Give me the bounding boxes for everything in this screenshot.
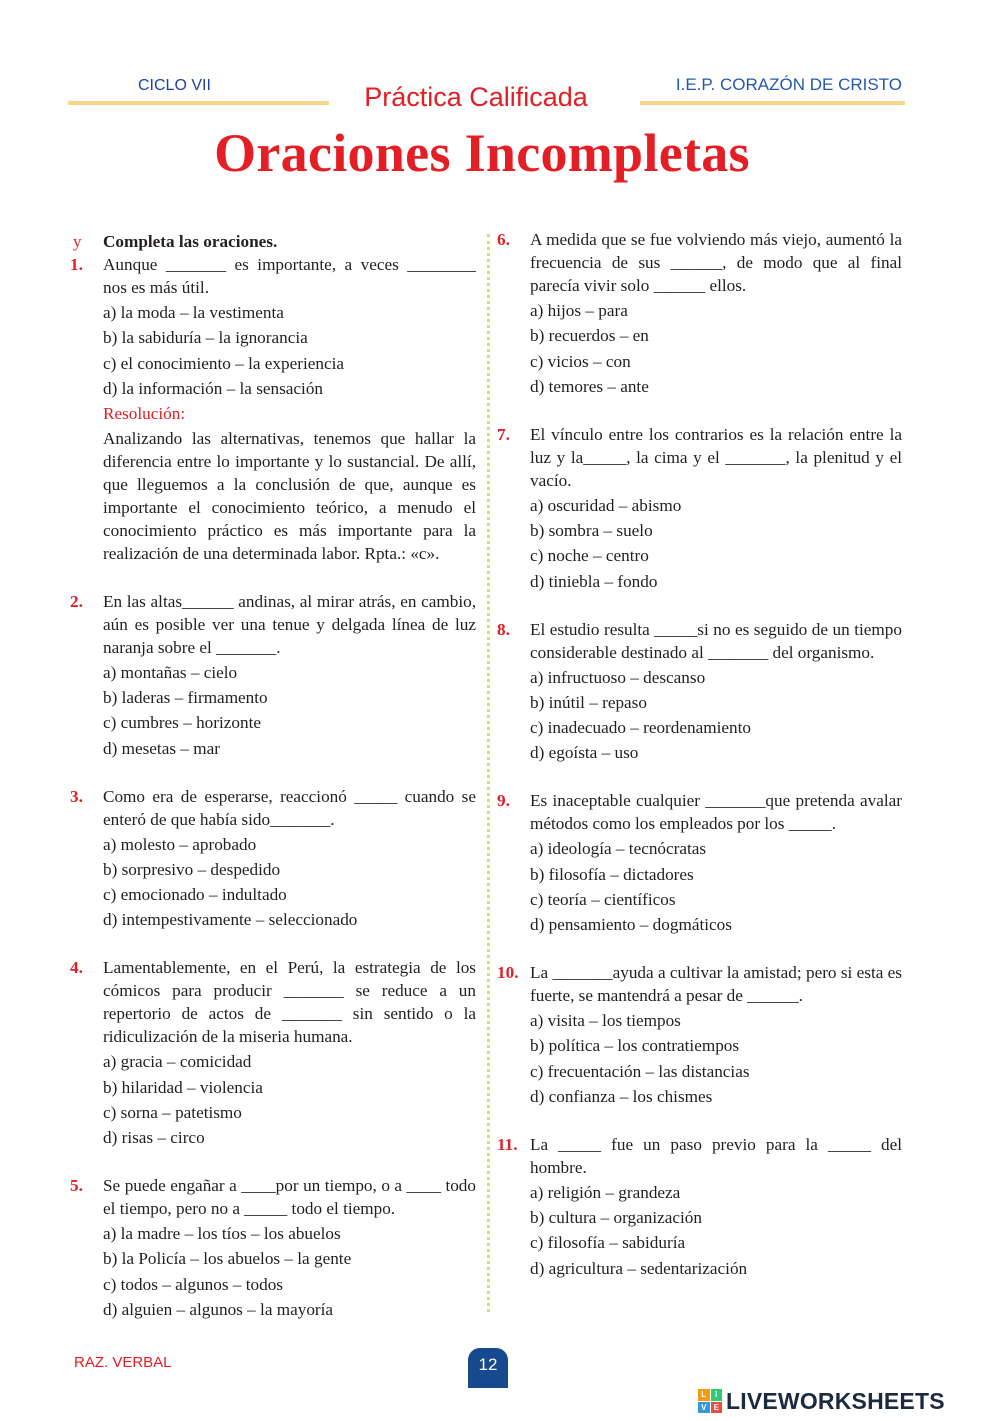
question-number: 5. — [70, 1176, 83, 1195]
option-d[interactable]: d) pensamiento – dogmáticos — [530, 915, 732, 934]
question-5 — [70, 1174, 476, 1321]
option-a[interactable]: a) religión – grandeza — [530, 1182, 681, 1202]
option-a[interactable]: a) montañas – cielo — [103, 662, 238, 682]
option-c[interactable]: c) el conocimiento – la experiencia — [103, 353, 344, 373]
question-text: La _______ayuda a cultivar la amistad; pero si esta es fuerte, se mantendrá a pesar de ______. — [530, 963, 902, 1005]
option-a[interactable]: a) la madre – los tíos – los abuelos — [103, 1224, 341, 1244]
question-4 — [70, 956, 476, 1149]
question-number: 9. — [497, 791, 510, 811]
question-1 — [70, 253, 476, 565]
option-c[interactable]: c) teoría – científicos — [530, 889, 676, 909]
option-c[interactable]: c) inadecuado – reordenamiento — [530, 718, 751, 738]
option-c[interactable]: c) todos – algunos – todos — [103, 1274, 283, 1294]
intro-text: Completa las oraciones. — [103, 232, 278, 251]
option-d[interactable]: d) egoísta – uso — [530, 743, 639, 763]
option-b[interactable]: b) cultura – organización — [530, 1208, 702, 1228]
question-text: Es inaceptable cualquier _______que pretenda avalar métodos como los empleados por los _____. — [530, 791, 902, 834]
question-text: El estudio resulta _____si no es seguido de un tiempo considerable destinado al _______ del organismo. — [530, 619, 902, 662]
option-b[interactable]: b) sombra – suelo — [530, 521, 653, 541]
footer-subject: RAZ. VERBAL — [74, 1354, 172, 1371]
option-b[interactable]: b) laderas – firmamento — [103, 688, 268, 708]
column-divider — [487, 234, 490, 1312]
option-d[interactable]: d) risas – circo — [103, 1128, 205, 1147]
question-number: 3. — [70, 786, 83, 806]
option-c[interactable]: c) noche – centro — [530, 546, 649, 566]
resolution-heading: Resolución: — [103, 403, 186, 423]
question-2 — [70, 590, 476, 760]
option-d[interactable]: d) confianza – los chismes — [530, 1086, 713, 1106]
option-a[interactable]: a) gracia – comicidad — [103, 1052, 252, 1072]
option-a[interactable]: a) infructuoso – descanso — [530, 667, 706, 687]
option-a[interactable]: a) visita – los tiempos — [530, 1011, 681, 1031]
option-b[interactable]: b) filosofía – dictadores — [530, 864, 694, 884]
option-c[interactable]: c) filosofía – sabiduría — [530, 1233, 686, 1253]
question-6 — [497, 228, 902, 398]
option-d[interactable]: d) alguien – algunos – la mayoría — [103, 1299, 334, 1319]
option-a[interactable]: a) la moda – la vestimenta — [103, 303, 284, 323]
liveworksheets-brand[interactable] — [698, 1386, 945, 1416]
question-text: A medida que se fue volviendo más viejo, aumentó la frecuencia de sus ______, de modo que al final parecía vivir solo ______ ellos. — [530, 230, 902, 295]
question-number: 1. — [70, 255, 83, 274]
brand-name: LIVEWORKSHEETS — [726, 1387, 945, 1414]
option-b[interactable]: b) política – los contratiempos — [530, 1036, 740, 1056]
question-3 — [70, 785, 476, 932]
right-column — [497, 228, 902, 1280]
option-d[interactable]: d) agricultura – sedentarización — [530, 1258, 748, 1278]
option-a[interactable]: a) oscuridad – abismo — [530, 495, 682, 515]
option-d[interactable]: d) temores – ante — [530, 376, 649, 396]
question-number: 8. — [497, 619, 510, 639]
option-c[interactable]: c) sorna – patetismo — [103, 1102, 242, 1122]
option-c[interactable]: c) vicios – con — [530, 351, 631, 371]
question-number: 6. — [497, 230, 510, 249]
instructions — [70, 230, 476, 253]
option-d[interactable]: d) intempestivamente – seleccionado — [103, 910, 358, 930]
resolution-text: Analizando las alternativas, tenemos que hallar la diferencia entre lo importante y lo sustancial. De allí, que lleguemos a la conclusión de que, aunque es importante el conocimiento teórico, a menudo el conocimiento práctico es más importante para la realización de una determinada labor. Rpta.: «c». — [103, 428, 476, 563]
page-number: 12 — [468, 1348, 508, 1388]
question-text: Aunque _______ es importante, a veces ________ nos es más útil. — [103, 255, 476, 297]
option-b[interactable]: b) la Policía – los abuelos – la gente — [103, 1249, 352, 1269]
logo-letter-v: V — [698, 1402, 710, 1414]
header-cycle: CICLO VII — [138, 77, 211, 94]
liveworksheets-logo-icon — [698, 1389, 722, 1413]
logo-letter-l: L — [698, 1389, 710, 1401]
header-school: I.E.P. CORAZÓN DE CRISTO — [675, 75, 902, 94]
page-title: Oraciones Incompletas — [214, 123, 750, 183]
logo-letter-i: I — [711, 1389, 723, 1401]
question-10 — [497, 961, 902, 1108]
question-number: 11. — [497, 1134, 518, 1154]
option-a[interactable]: a) hijos – para — [530, 301, 628, 321]
option-b[interactable]: b) sorpresivo – despedido — [103, 859, 281, 879]
option-b[interactable]: b) hilaridad – violencia — [103, 1077, 263, 1097]
option-c[interactable]: c) emocionado – indultado — [103, 885, 287, 905]
intro-bullet: y — [73, 232, 82, 251]
question-text: El vínculo entre los contrarios es la relación entre la luz y la_____, la cima y el _______, la plenitud y el vacío. — [530, 424, 902, 490]
option-b[interactable]: b) inútil – repaso — [530, 692, 647, 712]
question-7 — [497, 423, 902, 593]
option-a[interactable]: a) ideología – tecnócratas — [530, 839, 707, 859]
question-text: Lamentablemente, en el Perú, la estrategia de los cómicos para producir _______ se reduce a un repertorio de actos de _______ sin sentido o la ridiculización de la miseria humana. — [103, 958, 476, 1047]
question-number: 10. — [497, 963, 519, 982]
question-text: La _____ fue un paso previo para la _____ del hombre. — [530, 1134, 902, 1177]
question-8 — [497, 618, 902, 765]
question-number: 4. — [70, 958, 83, 978]
option-d[interactable]: d) mesetas – mar — [103, 738, 220, 758]
header-subtitle: Práctica Calificada — [364, 82, 588, 112]
question-text: Se puede engañar a ____por un tiempo, o a ____ todo el tiempo, pero no a _____ todo el tiempo. — [103, 1176, 476, 1218]
question-11 — [497, 1133, 902, 1280]
question-number: 2. — [70, 591, 83, 611]
left-column — [70, 228, 476, 1321]
option-d[interactable]: d) la información – la sensación — [103, 378, 324, 398]
question-text: Como era de esperarse, reaccionó _____ cuando se enteró de que había sido_______. — [103, 786, 476, 829]
option-c[interactable]: c) frecuentación – las distancias — [530, 1061, 750, 1081]
option-b[interactable]: b) la sabiduría – la ignorancia — [103, 328, 308, 348]
question-number: 7. — [497, 424, 510, 444]
question-9 — [497, 789, 902, 936]
option-d[interactable]: d) tiniebla – fondo — [530, 571, 658, 591]
logo-letter-e: E — [711, 1402, 723, 1414]
option-a[interactable]: a) molesto – aprobado — [103, 834, 257, 854]
question-text: En las altas______ andinas, al mirar atrás, en cambio, aún es posible ver una tenue y delgada línea de luz naranja sobre el _______. — [103, 591, 476, 657]
option-b[interactable]: b) recuerdos – en — [530, 326, 649, 346]
option-c[interactable]: c) cumbres – horizonte — [103, 713, 261, 733]
